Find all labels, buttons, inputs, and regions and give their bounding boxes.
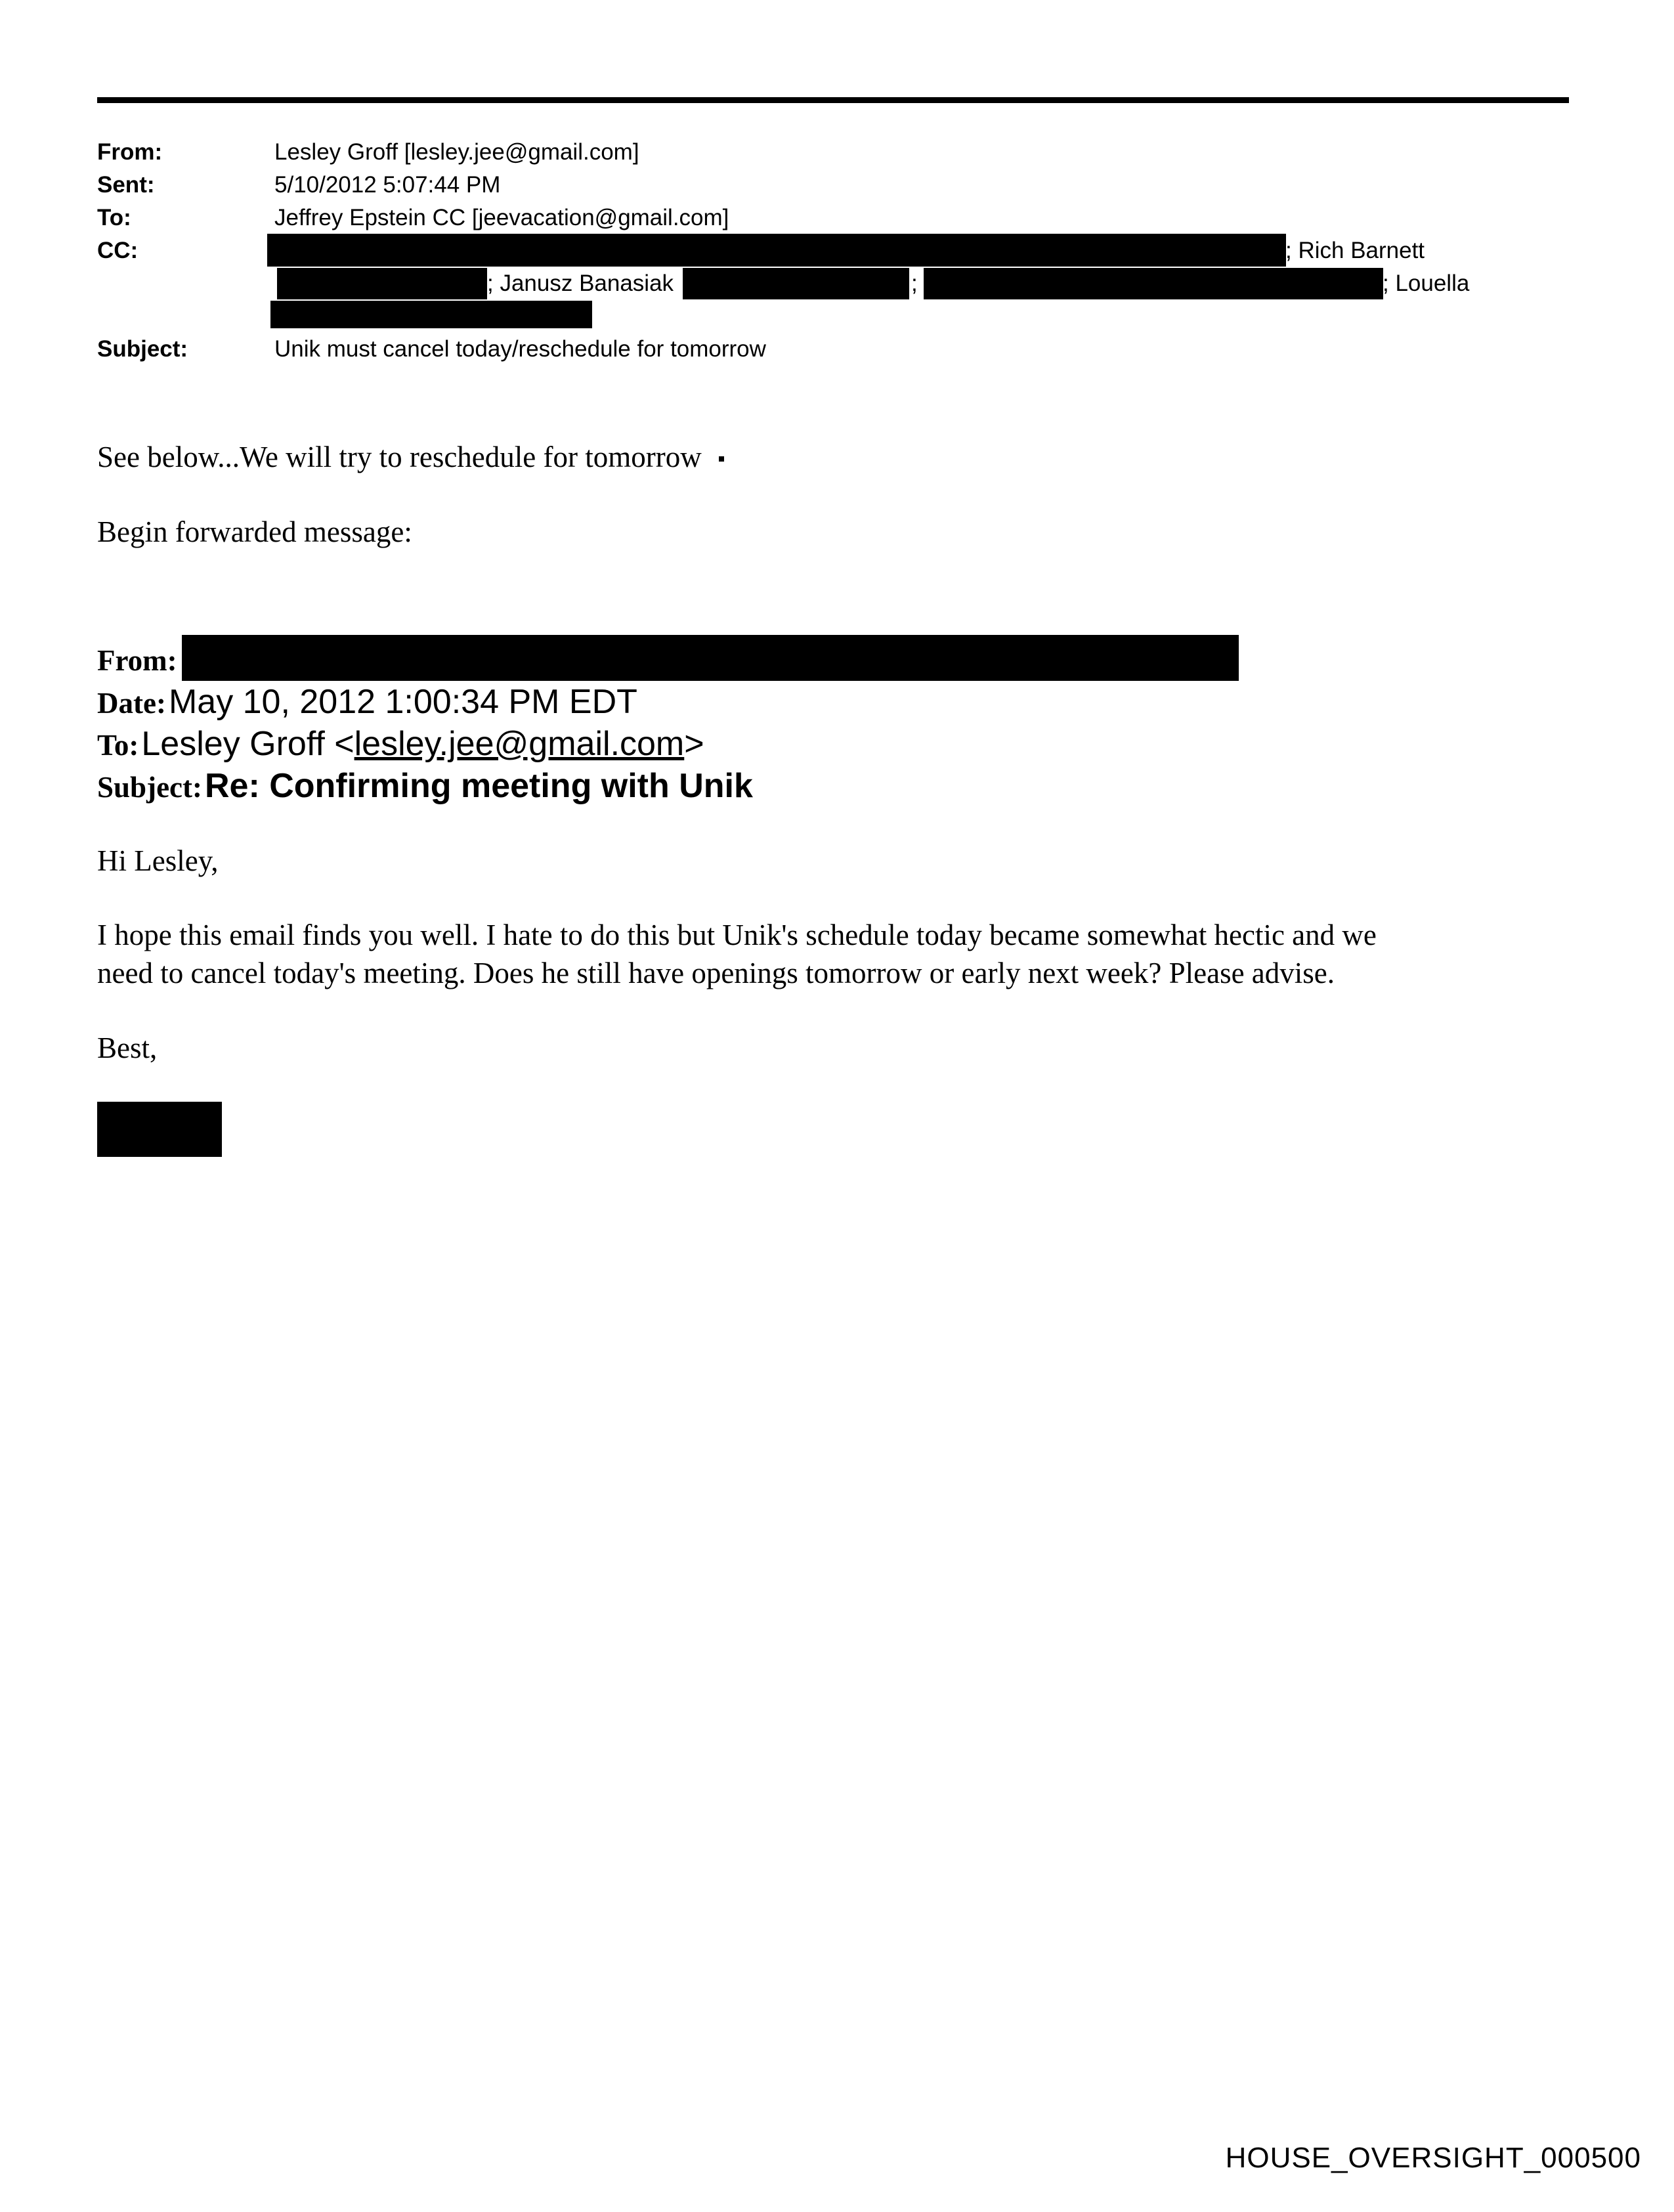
sent-label: Sent:: [97, 172, 155, 198]
subject-value: Unik must cancel today/reschedule for tomorrow: [274, 336, 766, 362]
fw-subject-line: [97, 766, 753, 815]
cc-redaction-4: [924, 268, 1383, 299]
bates-number: HOUSE_OVERSIGHT_000500: [1225, 2142, 1641, 2174]
fw-date-label: Date:: [97, 687, 166, 720]
fw-subject-label: Subject:: [97, 771, 202, 804]
cc-redaction-5: [270, 301, 592, 328]
fw-subject-value: Re: Confirming meeting with Unik: [204, 767, 753, 805]
cc-name-rich-barnett: ; Rich Barnett: [1285, 238, 1425, 263]
subject-label: Subject:: [97, 336, 188, 362]
fw-to-email-link[interactable]: lesley.jee@gmail.com: [354, 725, 685, 763]
cc-redaction-2: [277, 268, 487, 299]
body-line-1: See below...We will try to reschedule for tomorrow: [97, 439, 724, 475]
fw-greeting: Hi Lesley,: [97, 844, 219, 877]
signature-redaction: [97, 1102, 222, 1157]
fw-paragraph-line-1: I hope this email finds you well. I hate to do this but Unik's schedule today became somewhat hectic and we: [97, 919, 1377, 951]
to-label: To:: [97, 205, 131, 230]
fw-from-redaction: [182, 635, 1239, 681]
fw-to-label: To:: [97, 729, 139, 762]
sent-value: 5/10/2012 5:07:44 PM: [274, 172, 501, 198]
stray-mark: [719, 456, 724, 462]
cc-redaction-3: [683, 268, 909, 299]
header-rule: [97, 97, 1569, 103]
to-value: Jeffrey Epstein CC [jeevacation@gmail.com]: [274, 205, 729, 230]
cc-name-janusz-banasiak: ; Janusz Banasiak: [487, 271, 674, 296]
cc-separator: ;: [911, 271, 918, 296]
from-value: Lesley Groff [lesley.jee@gmail.com]: [274, 139, 639, 165]
fw-to-name: Lesley Groff <: [141, 725, 354, 763]
cc-name-louella: ; Louella: [1383, 271, 1470, 296]
fw-signoff: Best,: [97, 1031, 158, 1064]
body-line-2: Begin forwarded message:: [97, 515, 412, 548]
cc-redaction-1: [267, 234, 1286, 267]
from-label: From:: [97, 139, 163, 165]
cc-label: CC:: [97, 238, 139, 263]
fw-to-close: >: [684, 725, 704, 763]
fw-paragraph-line-2: need to cancel today's meeting. Does he still have openings tomorrow or early next week? Please advise.: [97, 957, 1335, 989]
fw-from-label: From:: [97, 644, 177, 677]
fw-date-value: May 10, 2012 1:00:34 PM EDT: [168, 683, 637, 721]
